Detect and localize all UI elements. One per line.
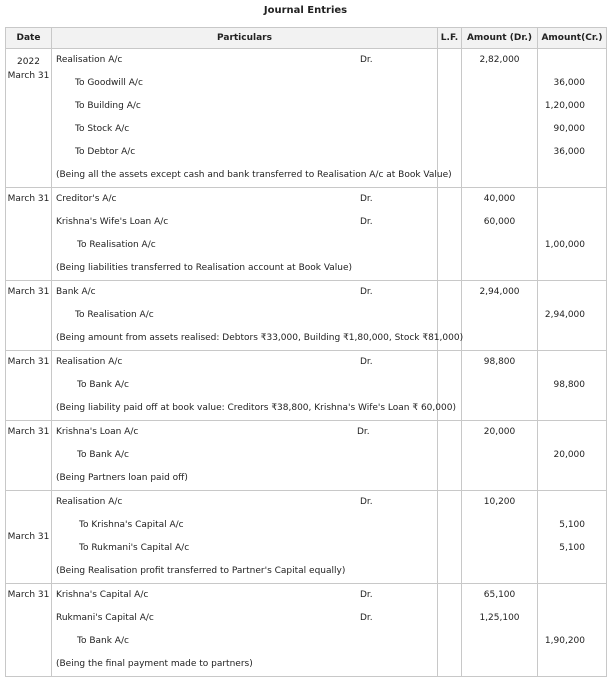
dr-label: Dr. bbox=[360, 287, 373, 297]
narration: (Being Partners loan paid off) bbox=[56, 473, 188, 483]
debit-account: Krishna's Loan A/c bbox=[56, 427, 139, 437]
journal-entry-4 bbox=[6, 351, 607, 421]
debit-amount: 65,100 bbox=[483, 590, 516, 600]
entry-lf bbox=[438, 491, 462, 584]
dr-label: Dr. bbox=[357, 427, 370, 437]
entry-date-text: March 31 bbox=[7, 357, 50, 367]
debit-amount: 2,94,000 bbox=[479, 287, 520, 297]
entry-date-text: March 31 bbox=[7, 287, 50, 297]
dr-label: Dr. bbox=[360, 497, 373, 507]
header-lf: L.F. bbox=[438, 28, 462, 49]
debit-line bbox=[52, 421, 437, 444]
entry-date bbox=[6, 49, 52, 188]
credit-amount: 36,000 bbox=[553, 147, 585, 157]
debit-line bbox=[52, 188, 437, 211]
debit-line bbox=[52, 211, 437, 234]
narration: (Being Realisation profit transferred to Partner's Capital equally) bbox=[56, 566, 346, 576]
narration: (Being amount from assets realised: Debtors ₹33,000, Building ₹1,80,000, Stock ₹81,000) bbox=[56, 333, 464, 343]
entry-debit bbox=[462, 49, 538, 188]
entry-particulars bbox=[52, 351, 456, 421]
entry-lf bbox=[438, 421, 462, 491]
entry-credit bbox=[538, 49, 607, 188]
entry-date bbox=[6, 584, 52, 677]
header-particulars: Particulars bbox=[52, 28, 438, 49]
entry-particulars bbox=[52, 281, 464, 351]
entry-credit bbox=[538, 281, 607, 351]
header-row bbox=[6, 28, 607, 49]
narration: (Being liabilities transferred to Realisation account at Book Value) bbox=[56, 263, 353, 273]
entry-date-text: March 31 bbox=[7, 427, 50, 437]
credit-account: To Realisation A/c bbox=[77, 240, 156, 250]
header-date: Date bbox=[6, 28, 52, 49]
debit-amount: 20,000 bbox=[483, 427, 516, 437]
credit-account: To Rukmani's Capital A/c bbox=[79, 543, 190, 553]
entry-credit bbox=[538, 421, 607, 491]
entry-date bbox=[6, 188, 52, 281]
debit-account: Creditor's A/c bbox=[56, 194, 117, 204]
dr-label: Dr. bbox=[360, 55, 373, 65]
credit-account: To Realisation A/c bbox=[75, 310, 154, 320]
debit-amount: 1,25,100 bbox=[479, 613, 520, 623]
dr-label: Dr. bbox=[360, 357, 373, 367]
credit-amount: 2,94,000 bbox=[544, 310, 585, 320]
debit-amount: 10,200 bbox=[483, 497, 516, 507]
journal-table bbox=[5, 27, 607, 677]
entry-credit bbox=[538, 584, 607, 677]
debit-line bbox=[52, 607, 437, 630]
entry-date bbox=[6, 491, 52, 584]
journal-entry-2 bbox=[6, 188, 607, 281]
entry-particulars bbox=[52, 421, 438, 491]
credit-amount: 5,100 bbox=[559, 520, 585, 530]
journal-entry-7 bbox=[6, 584, 607, 677]
debit-amount: 98,800 bbox=[483, 357, 516, 367]
credit-account: To Bank A/c bbox=[77, 380, 129, 390]
entry-date-text: March 31 bbox=[7, 71, 50, 81]
debit-line bbox=[52, 49, 437, 72]
journal-entry-3 bbox=[6, 281, 607, 351]
dr-label: Dr. bbox=[360, 613, 373, 623]
credit-account: To Stock A/c bbox=[75, 124, 130, 134]
entry-lf bbox=[438, 188, 462, 281]
entry-debit bbox=[462, 188, 538, 281]
debit-account: Krishna's Wife's Loan A/c bbox=[56, 217, 169, 227]
entry-date-text: March 31 bbox=[7, 194, 50, 204]
entry-date-text: March 31 bbox=[7, 590, 50, 600]
credit-amount: 98,800 bbox=[553, 380, 585, 390]
entry-credit bbox=[538, 188, 607, 281]
entry-debit bbox=[462, 584, 538, 677]
entry-date bbox=[6, 421, 52, 491]
credit-amount: 36,000 bbox=[553, 78, 585, 88]
credit-amount: 1,90,200 bbox=[544, 636, 585, 646]
credit-amount: 5,100 bbox=[559, 543, 585, 553]
entry-debit bbox=[462, 281, 538, 351]
entry-year: 2022 bbox=[17, 57, 40, 67]
entry-debit bbox=[462, 351, 538, 421]
debit-line bbox=[52, 281, 437, 304]
credit-account: To Goodwill A/c bbox=[75, 78, 143, 88]
debit-line bbox=[52, 584, 437, 607]
entry-debit bbox=[462, 421, 538, 491]
entry-particulars bbox=[52, 188, 438, 281]
debit-account: Realisation A/c bbox=[56, 357, 123, 367]
debit-account: Rukmani's Capital A/c bbox=[56, 613, 154, 623]
entry-credit bbox=[538, 491, 607, 584]
debit-line bbox=[52, 351, 437, 374]
journal-entry-1 bbox=[6, 49, 607, 188]
debit-amount: 2,82,000 bbox=[479, 55, 520, 65]
entry-lf bbox=[438, 49, 462, 188]
credit-account: To Bank A/c bbox=[77, 450, 129, 460]
debit-account: Realisation A/c bbox=[56, 497, 123, 507]
header-credit: Amount(Cr.) bbox=[538, 28, 607, 49]
credit-account: To Building A/c bbox=[75, 101, 141, 111]
credit-amount: 20,000 bbox=[553, 450, 585, 460]
dr-label: Dr. bbox=[360, 217, 373, 227]
entry-particulars bbox=[52, 49, 452, 188]
entry-particulars bbox=[52, 491, 438, 584]
credit-amount: 1,00,000 bbox=[544, 240, 585, 250]
journal-entry-6 bbox=[6, 491, 607, 584]
narration: (Being the final payment made to partners) bbox=[56, 659, 253, 669]
page-title: Journal Entries bbox=[263, 5, 348, 16]
dr-label: Dr. bbox=[360, 590, 373, 600]
entry-particulars bbox=[52, 584, 438, 677]
entry-date bbox=[6, 351, 52, 421]
debit-account: Krishna's Capital A/c bbox=[56, 590, 149, 600]
credit-amount: 1,20,000 bbox=[544, 101, 585, 111]
debit-amount: 60,000 bbox=[483, 217, 516, 227]
header-debit: Amount (Dr.) bbox=[462, 28, 538, 49]
entry-lf bbox=[438, 584, 462, 677]
narration: (Being all the assets except cash and bank transferred to Realisation A/c at Book Value) bbox=[56, 170, 452, 180]
credit-account: To Krishna's Capital A/c bbox=[79, 520, 184, 530]
journal-entry-5 bbox=[6, 421, 607, 491]
credit-account: To Bank A/c bbox=[77, 636, 129, 646]
debit-account: Bank A/c bbox=[56, 287, 96, 297]
dr-label: Dr. bbox=[360, 194, 373, 204]
entry-date-text: March 31 bbox=[7, 531, 50, 542]
credit-account: To Debtor A/c bbox=[75, 147, 136, 157]
debit-amount: 40,000 bbox=[483, 194, 516, 204]
debit-line bbox=[52, 491, 437, 514]
narration: (Being liability paid off at book value: Creditors ₹38,800, Krishna's Wife's Loan ₹ 60,000) bbox=[56, 403, 456, 413]
debit-account: Realisation A/c bbox=[56, 55, 123, 65]
entry-debit bbox=[462, 491, 538, 584]
entry-date bbox=[6, 281, 52, 351]
credit-amount: 90,000 bbox=[553, 124, 585, 134]
entry-credit bbox=[538, 351, 607, 421]
